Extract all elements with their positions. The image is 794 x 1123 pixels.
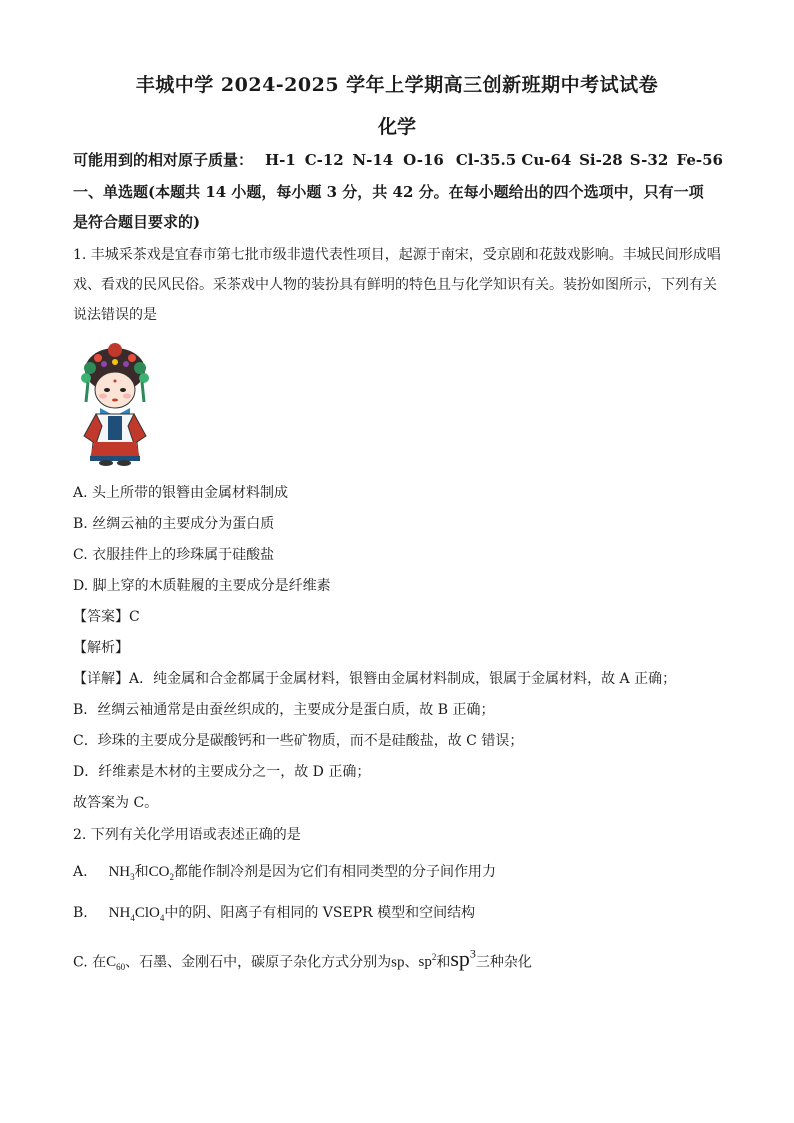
atomic-mass-line [73, 150, 723, 170]
mass-item: H-1 [264, 151, 296, 169]
mass-item: Cu-64 [521, 151, 572, 169]
q1-stem-line1: 1. 丰城采茶戏是宜春市第七批市级非遗代表性项目，起源于南宋，受京剧和花鼓戏影响。丰城民间形成唱 [73, 247, 721, 263]
q2-option-a-letter: A. [73, 864, 88, 880]
q1-option-a: A. 头上所带的银簪由金属材料制成 [73, 485, 289, 501]
formula-nh4 [109, 905, 135, 921]
separator-text: 、 [404, 954, 419, 971]
q1-stem-line2: 戏、看戏的民风民俗。采茶戏中人物的装扮具有鲜明的特色且与化学知识有关。装扮如图所示，下列有关 [73, 277, 717, 293]
formula-subscript: 4 [159, 913, 165, 923]
q2-option-b [73, 903, 723, 928]
option-text: 三种杂化 [475, 954, 532, 971]
q2-option-b-letter: B. [73, 905, 88, 921]
formula-clo4 [135, 905, 165, 921]
option-text: 中的阴、阳离子有相同的 VSEPR 模型和空间结构 [164, 905, 476, 921]
q1-option-c: C. 衣服挂件上的珍珠属于硅酸盐 [73, 547, 275, 563]
q1-detail-c: C．珍珠的主要成分是碳酸钙和一些矿物质，而不是硅酸盐，故 C 错误； [73, 733, 524, 749]
q1-detail-d: D．纤维素是木材的主要成分之一，故 D 正确； [73, 764, 371, 780]
formula-text: NH [108, 864, 131, 880]
formula-nh3 [108, 864, 134, 880]
exam-title: 丰城中学 2024-2025 学年上学期高三创新班期中考试试卷 [135, 74, 659, 96]
opera-character-illustration [74, 340, 156, 468]
formula-text: sp [418, 954, 432, 971]
section-heading-line1: 一、单选题(本题共 14 小题，每小题 3 分，共 42 分。在每小题给出的四个选项中，只有一项 [73, 183, 704, 201]
formula-subscript: 4 [130, 913, 135, 923]
q2-option-c-letter: C. 在 [73, 954, 107, 971]
formula-superscript: 2 [431, 952, 437, 963]
mass-item: O-16 [403, 151, 444, 169]
formula-superscript: 3 [469, 947, 476, 961]
option-text: 都能作制冷剂是因为它们有相同类型的分子间作用力 [173, 864, 496, 880]
formula-text: ClO [134, 905, 160, 921]
formula-sp3 [450, 946, 476, 971]
formula-subscript: 3 [130, 872, 135, 882]
formula-sp2 [418, 954, 436, 970]
formula-subscript: 60 [116, 962, 126, 973]
subject-title: 化学 [377, 116, 416, 138]
atomic-mass-label: 可能用到的相对原子质量： [73, 151, 254, 169]
option-text: 、石墨、金刚石中，碳原子杂化方式分别为 [125, 954, 392, 971]
formula-text: sp [450, 946, 470, 972]
q1-detail-b: B．丝绸云袖通常是由蚕丝织成的，主要成分是蛋白质，故 B 正确； [73, 702, 495, 718]
q1-option-d: D. 脚上穿的木质鞋履的主要成分是纤维素 [73, 578, 331, 594]
mass-item: Si-28 [579, 151, 623, 169]
mass-item: Cl-35.5 [455, 151, 517, 169]
formula-co2 [149, 864, 174, 880]
formula-subscript: 2 [169, 872, 174, 882]
mass-item: Fe-56 [676, 151, 723, 169]
connector-text: 和 [134, 864, 149, 880]
mass-item: N-14 [352, 151, 394, 169]
q2-option-a [73, 862, 723, 887]
formula-text: NH [108, 905, 131, 921]
formula-text: CO [148, 864, 170, 880]
q1-answer: 【答案】C [73, 609, 140, 625]
formula-sp: sp [391, 954, 405, 971]
q1-conclusion: 故答案为 C。 [73, 795, 159, 811]
q1-detail-a: 【详解】A．纯金属和合金都属于金属材料，银簪由金属材料制成，银属于金属材料，故 A 正确； [73, 671, 677, 687]
formula-c60 [106, 954, 126, 973]
section-heading-line2: 是符合题目要求的) [73, 213, 201, 231]
formula-text: C [106, 954, 117, 971]
mass-item: S-32 [629, 151, 669, 169]
q2-option-c [73, 944, 723, 977]
q1-analysis-label: 【解析】 [73, 640, 129, 656]
q1-option-b: B. 丝绸云袖的主要成分为蛋白质 [73, 516, 275, 532]
connector-text: 和 [436, 954, 451, 971]
q2-stem: 2. 下列有关化学用语或表述正确的是 [73, 827, 301, 843]
q1-stem-line3: 说法错误的是 [73, 307, 157, 323]
mass-item: C-12 [304, 151, 344, 169]
